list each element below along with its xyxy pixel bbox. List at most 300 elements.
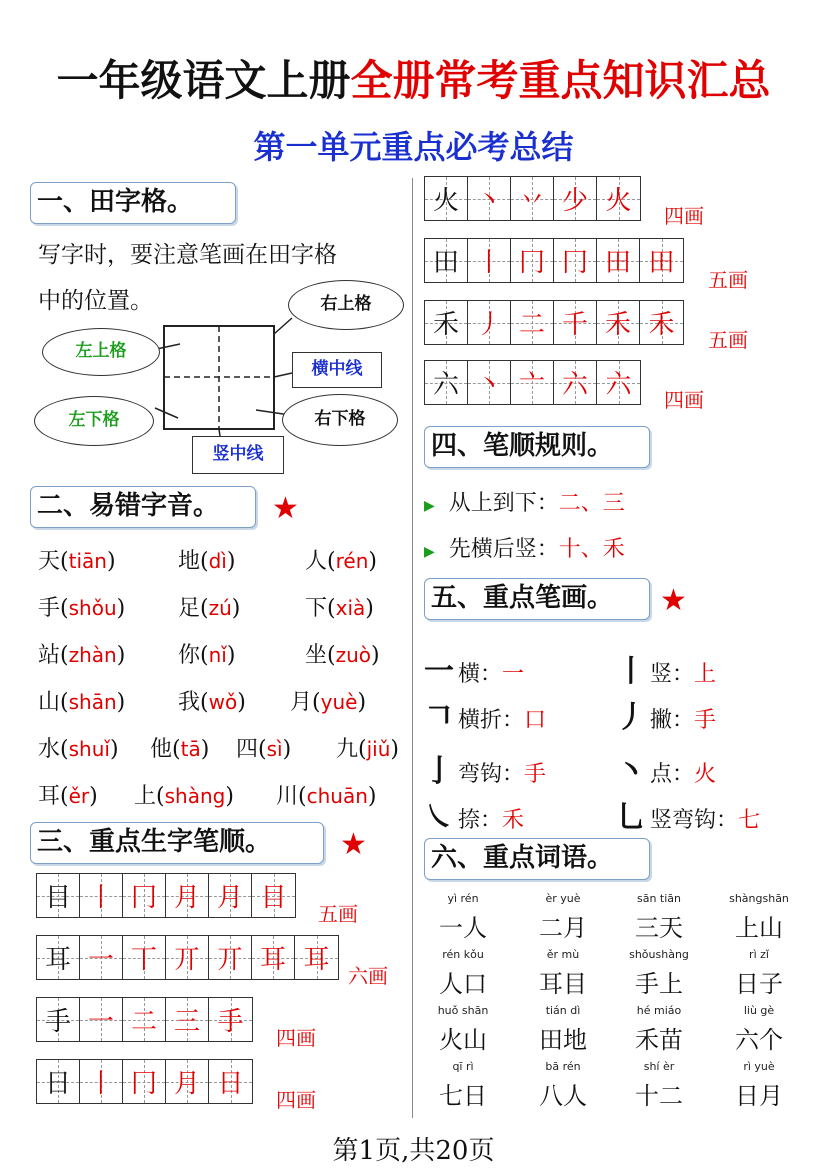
stroke-count: 四画 [664, 388, 704, 412]
paren-close: ) [368, 549, 377, 574]
pinyin-reading: tā [180, 737, 201, 761]
stroke-order-grid [424, 300, 684, 345]
section-2-heading: 二、易错字音。 [30, 486, 256, 528]
word-text: 日子 [735, 970, 783, 998]
pinyin-item [38, 638, 125, 669]
grid-glyph: 六 [561, 370, 588, 400]
paren-open: ( [327, 549, 336, 574]
vocab-word [518, 948, 608, 999]
word-pinyin: huǒ shān [437, 1004, 489, 1017]
vocab-word [418, 1004, 508, 1055]
stroke-order-grid [424, 238, 684, 283]
stroke-order-grid [36, 935, 339, 980]
pinyin-item [236, 732, 291, 763]
grid-glyph: 丶 [475, 186, 502, 216]
word-pinyin: sān tiān [636, 892, 682, 905]
grid-glyph: 耳 [259, 945, 286, 975]
word-text: 日月 [735, 1082, 783, 1110]
document-title [0, 48, 827, 108]
triangle-icon: ▶ [424, 498, 435, 514]
paren-close: ) [116, 596, 126, 621]
pinyin-char: 手 [38, 596, 61, 621]
paren-open: ( [258, 737, 267, 762]
stroke-glyph: 乚 [616, 800, 646, 835]
grid-step [166, 1060, 209, 1103]
pinyin-reading: nǐ [208, 643, 227, 667]
vocab-word [714, 1060, 804, 1111]
grid-step [80, 936, 123, 979]
pinyin-char: 足 [178, 596, 201, 621]
pinyin-char: 地 [178, 549, 201, 574]
rule-2 [424, 532, 625, 563]
pinyin-item [38, 591, 125, 622]
pinyin-reading: ěr [68, 784, 90, 808]
grid-step [468, 301, 511, 344]
stroke-example: 火 [694, 762, 717, 787]
word-text: 火山 [439, 1026, 487, 1054]
vocab-word [418, 948, 508, 999]
pinyin-reading: yuè [320, 690, 358, 714]
stroke-glyph: 丿 [616, 700, 646, 735]
pinyin-reading: zhàn [68, 643, 117, 667]
grid-step [209, 998, 252, 1041]
pinyin-char: 耳 [38, 784, 61, 809]
pinyin-char: 站 [38, 643, 61, 668]
stroke-name: 弯钩： [458, 762, 525, 787]
grid-char [425, 361, 468, 404]
stroke-count: 五画 [708, 328, 748, 352]
word-text: 十二 [635, 1082, 683, 1110]
word-text: 人口 [439, 970, 487, 998]
section-6-heading: 六、重点词语。 [424, 838, 650, 880]
word-text: 禾苗 [635, 1026, 683, 1054]
stroke-glyph: 丨 [616, 654, 646, 689]
paren-close: ) [116, 643, 126, 668]
grid-step [511, 361, 554, 404]
pinyin-char: 川 [276, 784, 299, 809]
word-pinyin: ěr mù [546, 948, 580, 961]
grid-char [425, 177, 468, 220]
grid-glyph: 丶 [475, 370, 502, 400]
word-text: 手上 [635, 970, 683, 998]
vocab-word [614, 948, 704, 999]
stroke-name: 捺： [458, 808, 503, 833]
pinyin-reading: shǒu [68, 596, 117, 620]
stroke-item [616, 692, 716, 736]
grid-step [468, 239, 511, 282]
pinyin-reading: tiān [68, 549, 107, 573]
grid-glyph: 月 [216, 883, 243, 913]
paren-open: ( [200, 549, 209, 574]
stroke-glyph: ㇏ [424, 800, 454, 835]
pinyin-item [38, 732, 119, 763]
section-4-heading: 四、笔顺规则。 [424, 426, 650, 468]
stroke-example: 禾 [502, 808, 525, 833]
vocab-word [418, 892, 508, 943]
vocab-word [714, 1004, 804, 1055]
stroke-name: 横： [458, 662, 503, 687]
unit-subtitle: 第一单元重点必考总结 [253, 128, 574, 166]
grid-glyph: 丨 [87, 1069, 114, 1099]
grid-glyph: 丅 [130, 945, 157, 975]
grid-glyph: 手 [44, 1007, 71, 1037]
stroke-name: 横折： [458, 708, 525, 733]
vocab-word [614, 1060, 704, 1111]
pinyin-item [38, 685, 125, 716]
grid-step [511, 177, 554, 220]
stroke-count: 四画 [276, 1026, 316, 1050]
grid-step [123, 874, 166, 917]
pinyin-item [178, 544, 235, 575]
grid-step [554, 361, 597, 404]
word-text: 田地 [539, 1026, 587, 1054]
vocab-word [614, 1004, 704, 1055]
stroke-item [424, 746, 546, 790]
grid-glyph: 火 [605, 186, 632, 216]
paren-close: ) [367, 784, 377, 809]
stroke-name: 撇： [650, 708, 695, 733]
word-pinyin: rén kǒu [442, 948, 484, 961]
stroke-glyph: 亅 [424, 754, 454, 789]
paren-open: ( [60, 596, 69, 621]
paren-open: ( [60, 549, 69, 574]
stroke-name: 竖： [650, 662, 695, 687]
pinyin-reading: dì [208, 549, 227, 573]
pinyin-reading: zuò [335, 643, 372, 667]
pinyin-char: 水 [38, 737, 61, 762]
pinyin-item [276, 779, 376, 810]
paren-close: ) [231, 596, 241, 621]
paren-close: ) [390, 737, 399, 762]
label-bottom-left: 左下格 [34, 396, 154, 446]
vocab-word [614, 892, 704, 943]
vocab-word [714, 892, 804, 943]
paren-close: ) [365, 596, 374, 621]
grid-glyph: 千 [561, 310, 588, 340]
grid-step [468, 361, 511, 404]
stroke-example: 一 [502, 662, 525, 687]
grid-glyph: 一 [87, 1007, 114, 1037]
paren-open: ( [60, 643, 69, 668]
grid-glyph: 目 [44, 883, 71, 913]
stroke-item [616, 792, 760, 836]
pinyin-reading: shàng [164, 784, 226, 808]
word-text: 七日 [439, 1082, 487, 1110]
grid-glyph: 禾 [648, 310, 675, 340]
word-pinyin: rì yuè [743, 1060, 775, 1073]
pinyin-item [178, 685, 246, 716]
grid-glyph: 丌 [173, 945, 200, 975]
stroke-item [424, 692, 546, 736]
paren-close: ) [357, 690, 367, 715]
pinyin-reading: shuǐ [68, 737, 110, 761]
pinyin-item [305, 638, 380, 669]
grid-step [209, 936, 252, 979]
page-footer: 第1页,共20页 [332, 1136, 495, 1166]
paren-close: ) [116, 690, 126, 715]
grid-step [123, 936, 166, 979]
pinyin-reading: shān [68, 690, 117, 714]
grid-step [80, 998, 123, 1041]
star-icon: ★ [660, 583, 687, 618]
grid-glyph: 火 [432, 186, 459, 216]
section-5-heading: 五、重点笔画。 [424, 578, 650, 620]
section-1-heading: 一、田字格。 [30, 182, 236, 224]
grid-step [123, 1060, 166, 1103]
grid-glyph: 耳 [44, 945, 71, 975]
stroke-example: 上 [694, 662, 717, 687]
pinyin-char: 山 [38, 690, 61, 715]
grid-step [597, 239, 640, 282]
paren-open: ( [60, 784, 69, 809]
grid-glyph: 冂 [130, 1069, 157, 1099]
word-text: 八人 [539, 1082, 587, 1110]
grid-glyph: 月 [173, 883, 200, 913]
paren-open: ( [200, 596, 209, 621]
label-top-left: 左上格 [42, 328, 160, 376]
paren-close: ) [371, 643, 380, 668]
stroke-name: 点： [650, 762, 695, 787]
pinyin-reading: jiǔ [366, 737, 391, 761]
pinyin-item [38, 779, 98, 810]
stroke-example: 手 [524, 762, 547, 787]
pinyin-reading: rén [335, 549, 369, 573]
pinyin-item [305, 591, 374, 622]
vocab-word [518, 1004, 608, 1055]
pinyin-char: 人 [305, 549, 328, 574]
section-1-text-line2: 中的位置。 [38, 288, 153, 314]
pinyin-char: 他 [150, 737, 173, 762]
pinyin-char: 你 [178, 643, 201, 668]
grid-glyph: 手 [217, 1007, 244, 1037]
triangle-icon: ▶ [424, 544, 435, 560]
word-pinyin: èr yuè [545, 892, 581, 905]
grid-char [425, 239, 468, 282]
vocab-word [518, 1060, 608, 1111]
grid-glyph: 日 [44, 1069, 71, 1099]
grid-glyph: 田 [604, 248, 631, 278]
grid-glyph: 耳 [303, 945, 330, 975]
grid-step [597, 177, 640, 220]
stroke-name: 竖弯钩： [650, 808, 739, 833]
vocab-word [418, 1060, 508, 1111]
pinyin-char: 四 [236, 737, 259, 762]
pinyin-char: 坐 [305, 643, 328, 668]
grid-step [166, 998, 209, 1041]
pinyin-reading: wǒ [208, 690, 238, 714]
pinyin-char: 九 [336, 737, 359, 762]
word-pinyin: bā rén [545, 1060, 581, 1073]
paren-open: ( [60, 690, 69, 715]
stroke-example: 七 [738, 808, 761, 833]
vocab-word [714, 948, 804, 999]
grid-glyph: 月 [173, 1069, 200, 1099]
grid-glyph: 田 [432, 248, 459, 278]
stroke-item [424, 792, 524, 836]
pinyin-item [178, 591, 240, 622]
grid-glyph: 丷 [518, 186, 545, 216]
grid-char [37, 1060, 80, 1103]
paren-close: ) [225, 784, 234, 809]
stroke-count: 六画 [348, 964, 388, 988]
stroke-count: 四画 [664, 204, 704, 228]
grid-step [80, 1060, 123, 1103]
grid-glyph: 六 [605, 370, 632, 400]
grid-step [166, 936, 209, 979]
paren-close: ) [106, 549, 116, 574]
pinyin-item [305, 544, 377, 575]
grid-step [252, 936, 295, 979]
paren-close: ) [226, 643, 236, 668]
pinyin-item [150, 732, 209, 763]
word-pinyin: shàngshān [729, 892, 789, 905]
stroke-item [616, 646, 716, 690]
grid-step [80, 874, 123, 917]
section-3-heading: 三、重点生字笔顺。 [30, 822, 324, 864]
stroke-example: 手 [694, 708, 717, 733]
pinyin-char: 月 [290, 690, 313, 715]
word-pinyin: shí èr [643, 1060, 675, 1073]
grid-glyph: 冂 [130, 883, 157, 913]
grid-step [640, 301, 683, 344]
column-divider [412, 178, 413, 1118]
paren-close: ) [282, 737, 292, 762]
section-1-text-line1: 写字时，要注意笔画在田字格 [38, 242, 337, 268]
title-red: 全册常考重点知识汇总 [350, 56, 771, 105]
paren-open: ( [200, 690, 209, 715]
word-pinyin: qī rì [452, 1060, 474, 1073]
word-pinyin: liù gè [743, 1004, 775, 1017]
grid-char [37, 874, 80, 917]
stroke-item [424, 646, 524, 690]
paren-close: ) [89, 784, 98, 809]
paren-open: ( [298, 784, 307, 809]
paren-open: ( [156, 784, 165, 809]
grid-step [295, 936, 338, 979]
grid-step [597, 301, 640, 344]
paren-open: ( [200, 643, 209, 668]
grid-step [209, 1060, 252, 1103]
grid-glyph: 二 [130, 1007, 157, 1037]
pinyin-item [38, 544, 116, 575]
grid-step [597, 361, 640, 404]
paren-close: ) [226, 549, 236, 574]
rule-example: 十、禾 [558, 537, 625, 562]
stroke-order-grid [36, 873, 296, 918]
word-pinyin: yì rén [447, 892, 479, 905]
paren-close: ) [237, 690, 246, 715]
grid-step [209, 874, 252, 917]
rule-text: 从上到下： [448, 491, 559, 516]
stroke-example: 口 [524, 708, 547, 733]
grid-glyph: 丌 [216, 945, 243, 975]
paren-open: ( [172, 737, 181, 762]
grid-char [425, 301, 468, 344]
grid-glyph: 禾 [604, 310, 631, 340]
pinyin-reading: xià [335, 596, 366, 620]
pinyin-item [290, 685, 366, 716]
rule-1 [424, 486, 625, 517]
rule-example: 二、三 [558, 491, 625, 516]
word-text: 一人 [439, 914, 487, 942]
grid-glyph: 二 [518, 310, 545, 340]
paren-close: ) [200, 737, 210, 762]
pinyin-char: 天 [38, 549, 61, 574]
star-icon: ★ [272, 491, 299, 526]
stroke-count: 四画 [276, 1088, 316, 1112]
stroke-order-grid [424, 360, 641, 405]
grid-step [554, 301, 597, 344]
stroke-item [616, 746, 716, 790]
stroke-glyph: 𠃍 [424, 700, 454, 735]
pinyin-item [178, 638, 235, 669]
grid-step [511, 301, 554, 344]
word-text: 上山 [735, 914, 783, 942]
pinyin-reading: sì [266, 737, 283, 761]
grid-glyph: 丿 [475, 310, 502, 340]
grid-glyph: 亠 [518, 370, 545, 400]
stroke-count: 五画 [708, 268, 748, 292]
pinyin-char: 下 [305, 596, 328, 621]
word-text: 三天 [635, 914, 683, 942]
paren-close: ) [109, 737, 119, 762]
grid-glyph: 丨 [475, 248, 502, 278]
word-pinyin: tián dì [545, 1004, 581, 1017]
grid-glyph: 六 [432, 370, 459, 400]
title-black: 一年级语文上册 [56, 56, 351, 105]
stroke-order-grid [36, 997, 253, 1042]
pinyin-reading: chuān [306, 784, 368, 808]
grid-step [554, 177, 597, 220]
stroke-count: 五画 [318, 902, 358, 926]
label-top-right: 右上格 [288, 280, 404, 330]
grid-char [37, 936, 80, 979]
stroke-glyph: 一 [424, 654, 454, 689]
grid-glyph: 三 [173, 1007, 200, 1037]
word-text: 二月 [539, 914, 587, 942]
grid-step [252, 874, 295, 917]
paren-open: ( [312, 690, 321, 715]
grid-step [166, 874, 209, 917]
stroke-order-grid [424, 176, 641, 221]
grid-glyph: 禾 [432, 310, 459, 340]
grid-glyph: 少 [561, 186, 588, 216]
vocab-word [518, 892, 608, 943]
grid-step [468, 177, 511, 220]
grid-glyph: 冂 [518, 248, 545, 278]
paren-open: ( [327, 596, 336, 621]
paren-open: ( [60, 737, 69, 762]
label-bottom-right: 右下格 [282, 394, 398, 446]
pinyin-char: 我 [178, 690, 201, 715]
word-pinyin: rì zǐ [749, 948, 769, 961]
grid-glyph: 田 [648, 248, 675, 278]
word-text: 六个 [735, 1026, 783, 1054]
word-pinyin: shǒushàng [629, 948, 689, 961]
word-text: 耳目 [539, 970, 587, 998]
stroke-order-grid [36, 1059, 253, 1104]
pinyin-reading: zú [208, 596, 232, 620]
star-icon: ★ [340, 827, 367, 862]
grid-glyph: 一 [87, 945, 114, 975]
paren-open: ( [327, 643, 336, 668]
pinyin-item [134, 779, 234, 810]
grid-glyph: 冂 [561, 248, 588, 278]
label-horizontal-line: 横中线 [292, 352, 382, 388]
grid-step [640, 239, 683, 282]
stroke-glyph: 丶 [616, 754, 646, 789]
pinyin-item [336, 732, 399, 763]
